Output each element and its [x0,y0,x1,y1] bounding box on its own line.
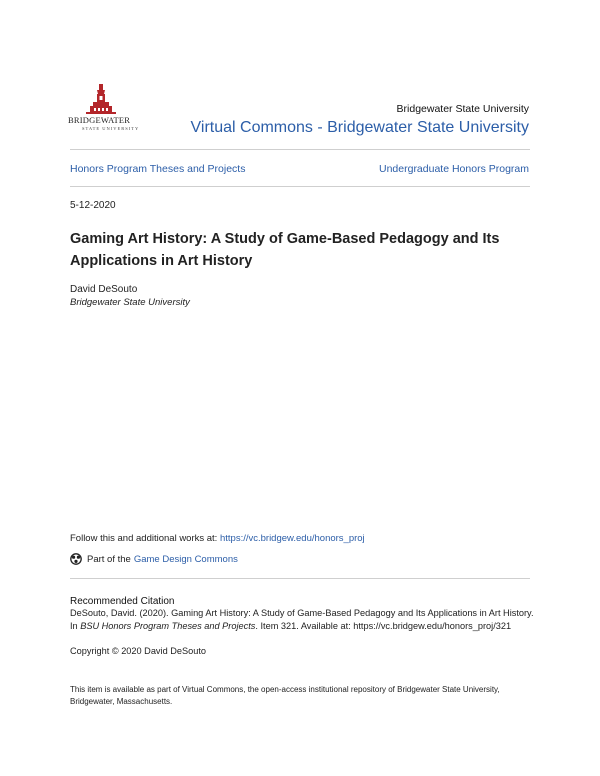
author-affiliation: Bridgewater State University [70,297,190,308]
citation-tail: . Item 321. Available at: https://vc.bridgew.edu/honors_proj/321 [255,620,512,631]
divider [70,578,530,579]
author-name: David DeSouto [70,284,138,295]
collection-link[interactable]: Honors Program Theses and Projects [70,163,246,175]
follow-link[interactable]: https://vc.bridgew.edu/honors_proj [219,533,365,544]
part-of-line [70,553,238,565]
copyright-line: Copyright © 2020 David DeSouto [70,646,206,656]
document-title: Gaming Art History: A Study of Game-Based Pedagogy and Its Applications in Art History [70,231,500,269]
institution-name: Bridgewater State University [396,103,529,115]
divider [70,186,530,187]
program-link[interactable]: Undergraduate Honors Program [379,163,529,175]
repository-title-link[interactable]: Virtual Commons - Bridgewater State University [190,119,529,136]
logo-subtext: STATE UNIVERSITY [82,126,140,131]
follow-line [70,533,365,544]
divider [70,149,530,150]
follow-prefix: Follow this and additional works at: [70,533,220,544]
publication-date: 5-12-2020 [70,200,116,211]
game-design-commons-link[interactable]: Game Design Commons [133,553,238,565]
citation-heading: Recommended Citation [70,596,175,607]
part-of-prefix: Part of the [87,553,131,565]
citation-main: DeSouto, David. (2020). Gaming Art History: A Study of Game-Based Pedagogy and Its Applications in Art History. In [70,608,534,631]
university-logo [68,82,140,134]
tower-icon [68,82,140,116]
repository-footer: This item is available as part of Virtual Commons, the open-access institutional repository of Bridgewater State University, Bridgewater, Massachusetts. [70,685,500,706]
logo-wordmark: BRIDGEWATER [68,115,131,125]
citation-text [70,607,534,632]
network-commons-icon [70,553,82,565]
citation-series: BSU Honors Program Theses and Projects [80,620,256,631]
